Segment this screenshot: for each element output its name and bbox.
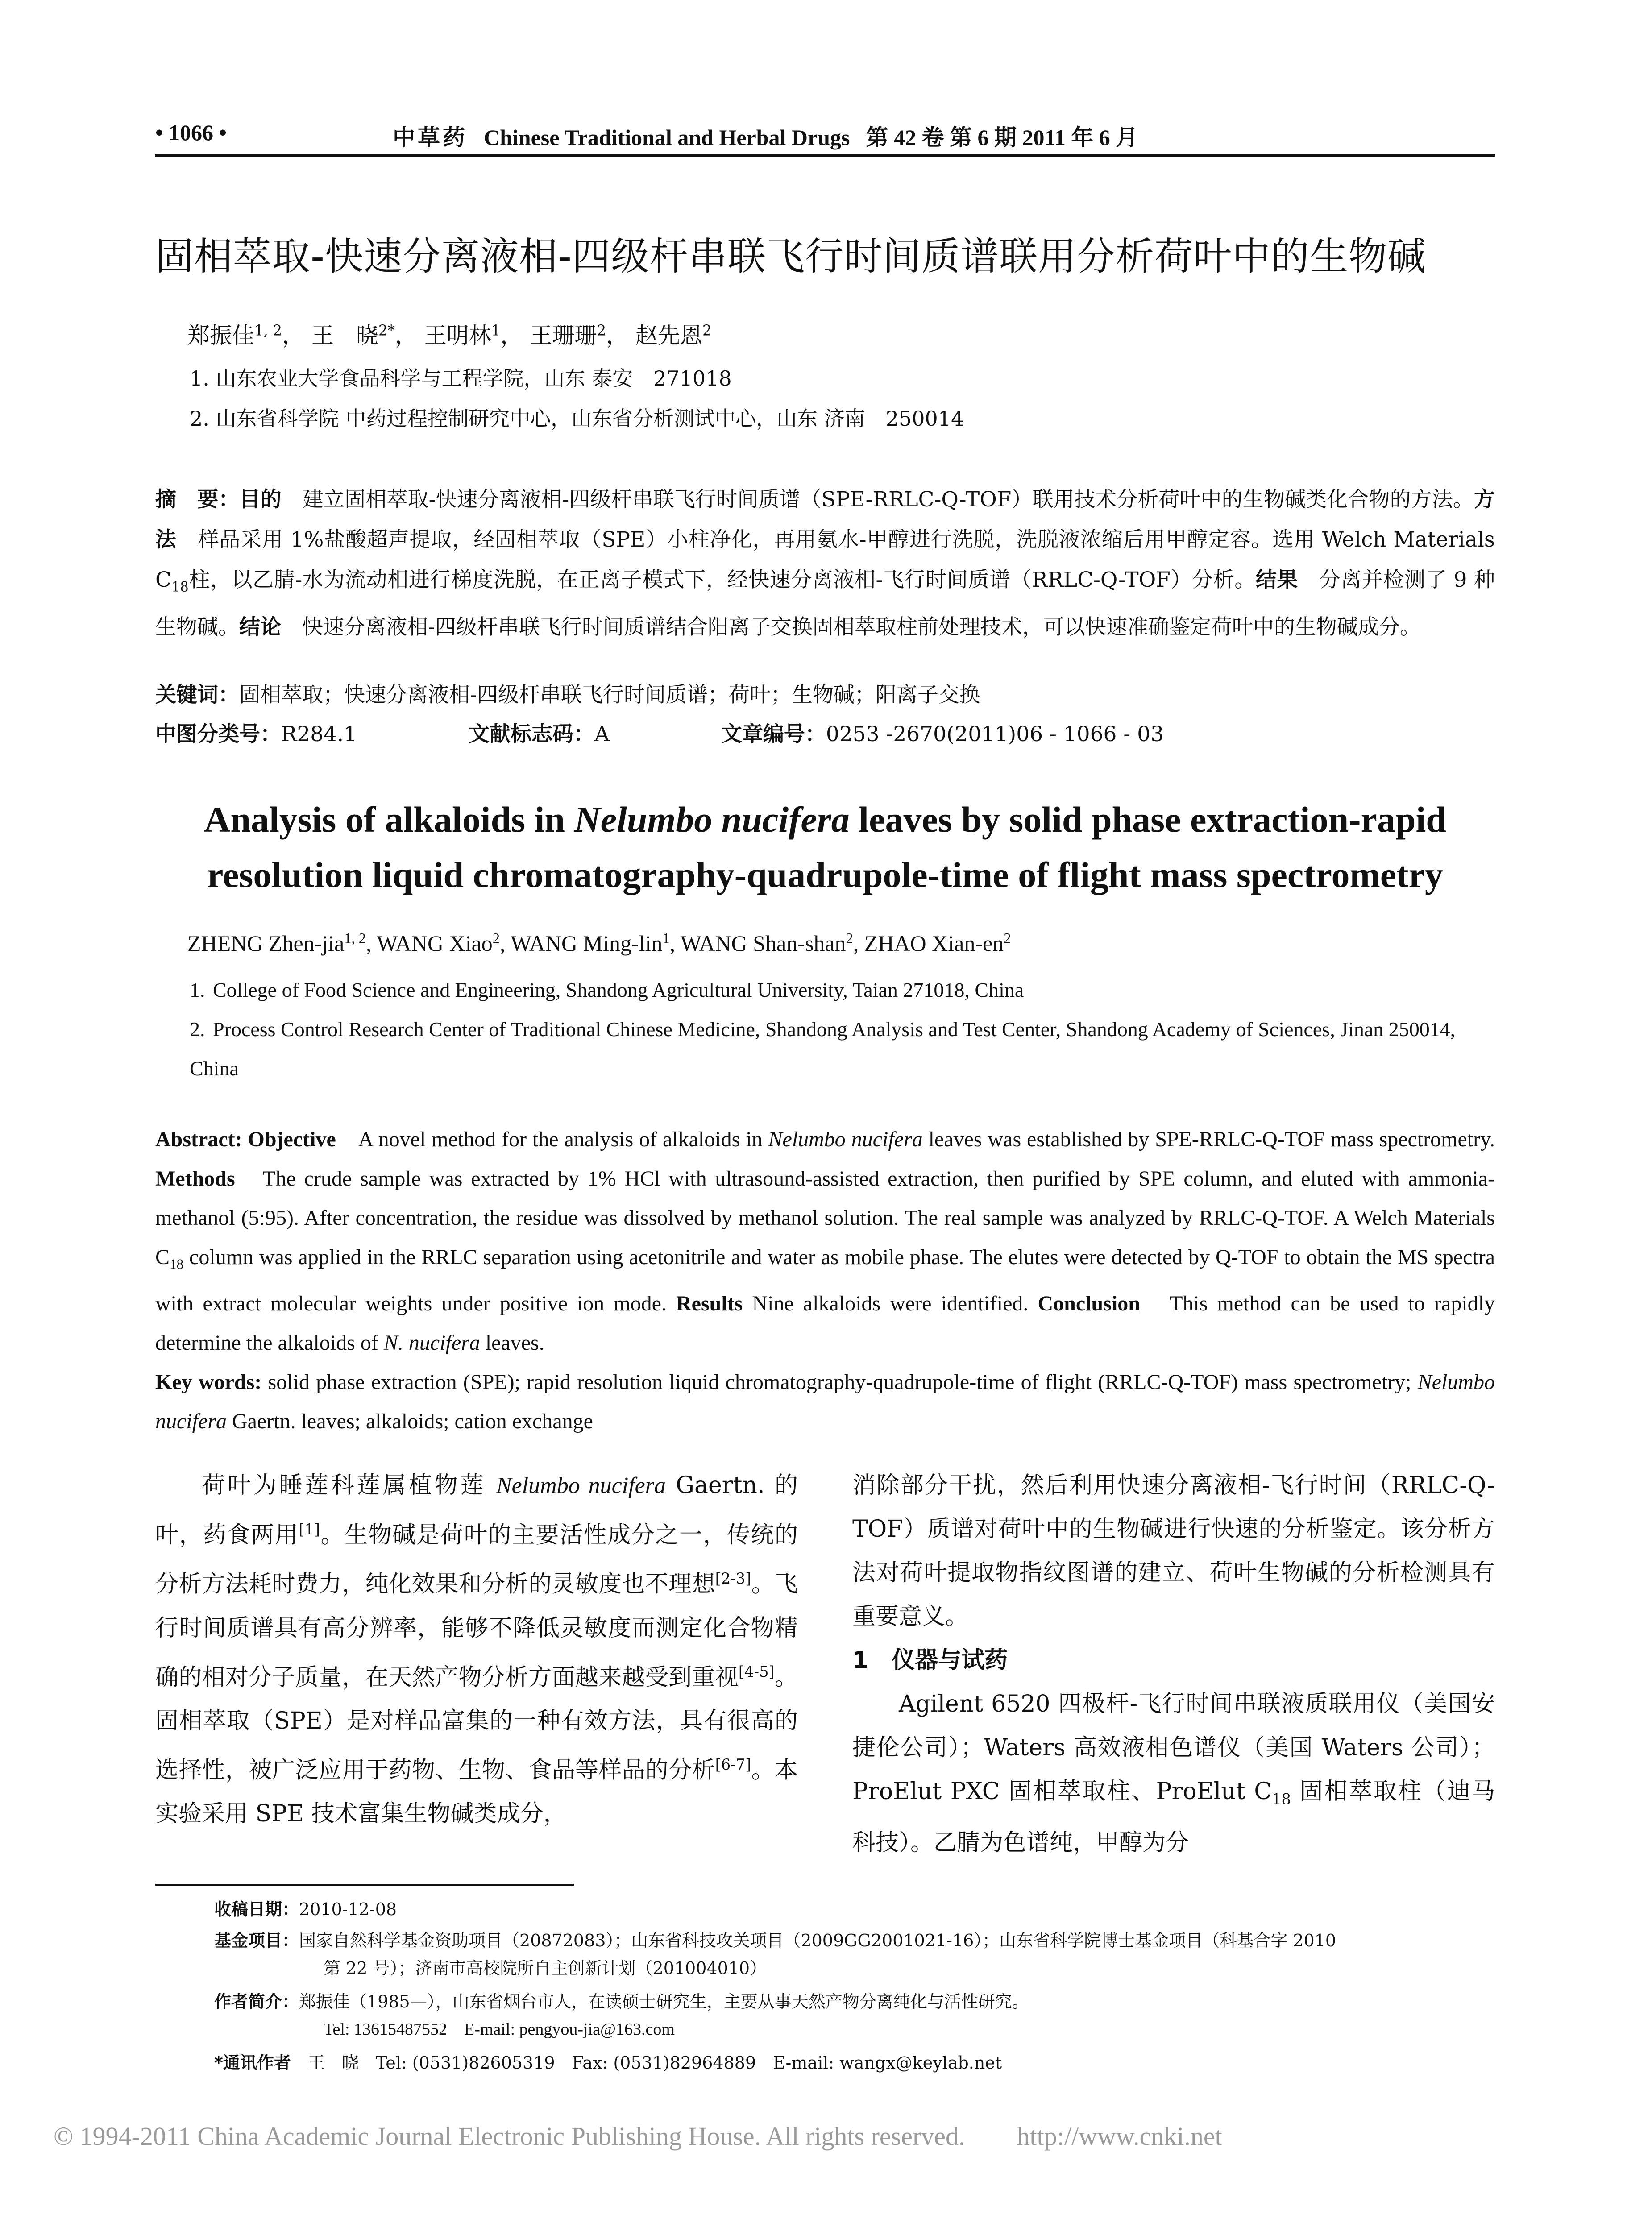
objective-text: 建立固相萃取-快速分离液相-四级杆串联飞行时间质谱（SPE-RRLC-Q-TOF）联用技术分析荷叶中的生物碱类化合物的方法。 (302, 487, 1474, 512)
doc-code-label: 文献标志码： (468, 722, 594, 746)
keywords-en-label: Key words: (155, 1370, 262, 1394)
subscript: 18 (171, 579, 189, 595)
results-text: 分离并检测了 9 种生物碱。 (155, 568, 1495, 640)
results-label: 结果 (1255, 568, 1298, 592)
journal-header (393, 120, 1138, 152)
methods-label: 方法 (155, 487, 1495, 552)
author-affil-mark: 2 (1004, 930, 1011, 947)
body-paragraph: 消除部分干扰，然后利用快速分离液相-飞行时间（RRLC-Q-TOF）质谱对荷叶中的生物碱进行快速的分析鉴定。该分析方法对荷叶提取物指纹图谱的建立、荷叶生物碱的分析检测具有重要意义。 (852, 1472, 1495, 1630)
citation: [1] (299, 1521, 320, 1538)
authors-cn: 郑振佳$^{1, 2}$， 王 晓$^{2*}$， 王明林$^1$， 王珊珊$^2$， 赵先恩$^2$ (187, 322, 712, 348)
affiliation-cn-1: 1. 山东农业大学食品科学与工程学院，山东 泰安 271018 (190, 366, 732, 390)
footnote-rule (155, 1884, 574, 1886)
doc-code-value: A (594, 722, 610, 746)
author-en: ZHENG Zhen-jia (187, 931, 345, 956)
keywords-label: 关键词： (155, 683, 239, 707)
conclusion-en-label: Conclusion (1038, 1291, 1140, 1315)
keywords-cn (155, 678, 980, 708)
citation: [6-7] (715, 1755, 751, 1773)
header-rule (155, 154, 1495, 157)
abstract-en-label: Abstract: Objective (155, 1128, 336, 1151)
author-cn: 郑振佳 (187, 323, 254, 348)
author-affil-mark: 1, 2 (344, 930, 366, 947)
title-en: Analysis of alkaloids in Nelumbo nucifera leaves by solid phase extraction-rapid resolution liquid chromatography-quadrupole-time of flight mass spectrometry (204, 799, 1446, 895)
page-number: • 1066 • (155, 120, 227, 145)
author-affil-mark: 2 (702, 322, 712, 339)
footnote-corresponding: *通讯作者 王 晓 Tel: (0531)82605319 Fax: (0531)82964889 E-mail: wangx@keylab.net (214, 2053, 1002, 2073)
section-heading: 1 仪器与试药 (852, 1647, 1008, 1674)
citation: [4-5] (738, 1663, 775, 1680)
author-en: , ZHAO Xian-en (853, 931, 1004, 956)
affiliation-en-2: 2. Process Control Research Center of Traditional Chinese Medicine, Shandong Analysis and Test Center, Shandong Academy of Sciences, Jinan 250014, China (190, 1018, 1456, 1080)
author-affil-mark: 1 (491, 322, 501, 339)
title-cn: 固相萃取-快速分离液相-四级杆串联飞行时间质谱联用分析荷叶中的生物碱 (155, 234, 1427, 279)
clc-value: R284.1 (281, 722, 357, 746)
journal-name-en: Chinese Traditional and Herbal Drugs (484, 125, 850, 150)
author-affil-mark: 1, 2 (254, 322, 282, 339)
methods-text: 柱，以乙腈-水为流动相进行梯度洗脱，在正离子模式下，经快速分离液相-飞行时间质谱（RRLC-Q-TOF）分析。 (188, 568, 1256, 592)
methods-en-label: Methods (155, 1167, 235, 1190)
footnote-received: 收稿日期：2010-12-08 (214, 1899, 397, 1919)
author-en: , WANG Ming-lin (500, 931, 663, 956)
journal-name-cn: 中草药 (393, 124, 468, 150)
conclusion-text: 快速分离液相-四级杆串联飞行时间质谱结合阳离子交换固相萃取柱前处理技术，可以快速准确鉴定荷叶中的生物碱成分。 (302, 615, 1421, 640)
body-column-right (852, 1464, 1495, 1865)
author-en: , WANG Xiao (366, 931, 493, 956)
author-cn: 赵先恩 (635, 323, 702, 348)
author-cn: 王明林 (424, 323, 491, 348)
results-en-label: Results (676, 1291, 743, 1315)
footnote-fund: 基金项目：国家自然科学基金资助项目（20872083）；山东省科技攻关项目（2009GG2001021-16）；山东省科学院博士基金项目（科基合字 2010 第 22 号）；济南市高校院所自主创新计划（201004010） (214, 1931, 1337, 1978)
affiliation-cn-2: 2. 山东省科学院 中药过程控制研究中心，山东省分析测试中心，山东 济南 250014 (190, 406, 964, 431)
author-affil-mark: 2* (378, 322, 395, 339)
author-affil-mark: 2 (597, 322, 606, 339)
abstract-cn (155, 480, 1495, 647)
copyright-notice: © 1994-2011 China Academic Journal Electronic Publishing House. All rights reserved. http://www.cnki.net (54, 2122, 1222, 2151)
authors-en (187, 930, 1011, 956)
abstract-en: Abstract: Objective A novel method for the analysis of alkaloids in Nelumbo nucifera leaves was established by SPE-RRLC-Q-TOF mass spectrometry. Methods The crude sample was extracted by 1% HCl with ultrasound-assisted extraction, then purified by SPE column, and eluted with ammonia-methanol (5:95). After concentration, the residue was dissolved by methanol solution. The real sample was analyzed by RRLC-Q-TOF. A Welch Materials $C_{18}$ column was applied in the RRLC separation using acetonitrile and water as mobile phase. The elutes were detected by Q-TOF to obtain the MS spectra with extract molecular weights under positive ion mode. Results Nine alkaloids were identified. Conclusion This method can be used to rapidly determine the alkaloids of N. nucifera leaves. Key words: solid phase extraction (SPE); rapid resolution liquid chromatography-quadrupole-time of flight (RRLC-Q-TOF) mass spectrometry; Nelumbo nucifera Gaertn. leaves; alkaloids; cation exchange (155, 1128, 1495, 1433)
abstract-cn-label: 摘 要： (155, 487, 240, 512)
body-paragraph: 荷叶为睡莲科莲属植物莲 Nelumbo nucifera Gaertn. 的叶，药食两用[1]。生物碱是荷叶的主要活性成分之一，传统的分析方法耗时费力，纯化效果和分析的灵敏度也不理想[2-3]。飞行时间质谱具有高分辨率，能够不降低灵敏度而测定化合物精确的相对分子质量，在天然产物分析方面越来越受到重视[4-5]。固相萃取（SPE）是对样品富集的一种有效方法，具有很高的选择性，被广泛应用于药物、生物、食品等样品的分析[6-7]。本实验采用 SPE 技术富集生物碱类成分， (155, 1472, 798, 1828)
objective-label: 目的 (239, 487, 282, 512)
footnote-bio: 作者简介：郑振佳（1985—），山东省烟台市人，在读硕士研究生，主要从事天然产物分离纯化与活性研究。 Tel: 13615487552 E-mail: pengyou-jia@163.com (214, 1992, 1029, 2039)
author-affil-mark: 2 (846, 930, 853, 947)
keywords-text: 固相萃取；快速分离液相-四级杆串联飞行时间质谱；荷叶；生物碱；阳离子交换 (239, 683, 980, 707)
conclusion-label: 结论 (239, 615, 281, 640)
affiliation-en-1: 1. College of Food Science and Engineering, Shandong Agricultural University, Taian 271018, China (190, 979, 1024, 1001)
body-paragraph: Agilent 6520 四极杆-飞行时间串联液质联用仪（美国安捷伦公司）；Waters 高效液相色谱仪（美国 Waters 公司）；ProElut PXC 固相萃取柱、ProElut $C_{18}$ 固相萃取柱（迪马科技）。乙腈为色谱纯，甲醇为分 (852, 1691, 1495, 1857)
body-column-left (155, 1464, 798, 1836)
article-no-value: 0253 -2670(2011)06 - 1066 - 03 (826, 722, 1164, 746)
journal-issue: 第 42 卷 第 6 期 2011 年 6 月 (866, 125, 1138, 150)
clc-label: 中图分类号： (155, 722, 281, 746)
author-affil-mark: 2 (492, 930, 500, 947)
classification-line (155, 717, 1164, 747)
article-no-label: 文章编号： (721, 722, 826, 746)
methods-text: 样品采用 1%盐酸超声提取，经固相萃取（SPE）小柱净化，再用氨水-甲醇进行洗脱，洗脱液浓缩后用甲醇定容。选用 Welch Materials C (155, 527, 1495, 592)
author-en: , WANG Shan-shan (669, 931, 846, 956)
author-affil-mark: 1 (662, 930, 670, 947)
author-cn: 王 晓 (311, 323, 378, 348)
author-cn: 王珊珊 (530, 323, 597, 348)
citation: [2-3] (715, 1570, 751, 1588)
